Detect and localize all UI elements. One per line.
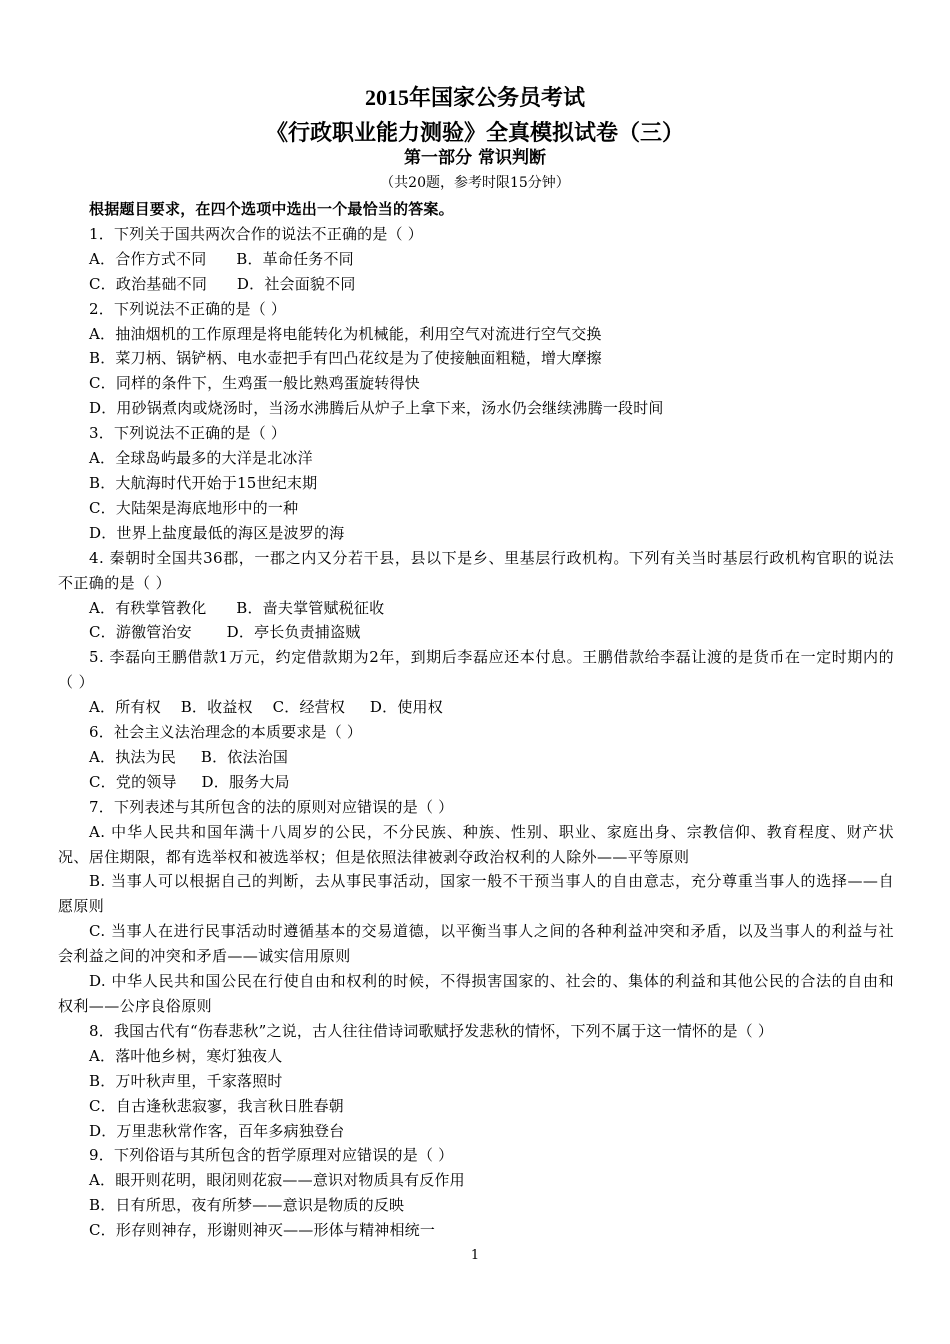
- option-row: C．党的领导 D．服务大局: [89, 772, 290, 791]
- question-stem: 1．下列关于国共两次合作的说法不正确的是（ ）: [89, 224, 423, 243]
- option-row: B．菜刀柄、锅铲柄、电水壶把手有凹凸花纹是为了使接触面粗糙，增大摩擦: [89, 349, 602, 368]
- question-4: [58, 546, 894, 646]
- exam-subtitle: 《行政职业能力测验》全真模拟试卷（三）: [265, 120, 684, 145]
- option-row: B．万叶秋声里，千家落照时: [89, 1071, 283, 1090]
- question-stem: 5. 李磊向王鹏借款1万元，约定借款期为2年，到期后李磊应还本付息。王鹏借款给李磊让渡的是货币在一定时期内的（ ）: [58, 648, 894, 692]
- option-row: A．执法为民 B．依法治国: [89, 747, 289, 766]
- option-row: C．同样的条件下，生鸡蛋一般比熟鸡蛋旋转得快: [89, 374, 420, 393]
- option-row: B．大航海时代开始于15世纪末期: [89, 473, 318, 492]
- option-long: A. 中华人民共和国年满十八周岁的公民，不分民族、种族、性别、职业、家庭出身、宗教信仰、教育程度、财产状况、居住期限，都有选举权和被选举权；但是依照法律被剥夺政治权利的人除外——平等原则: [58, 822, 894, 866]
- question-7: [58, 795, 894, 1019]
- page-number: 1: [470, 1248, 480, 1263]
- question-stem: 2．下列说法不正确的是（ ）: [89, 299, 287, 318]
- option-row: A．抽油烟机的工作原理是将电能转化为机械能，利用空气对流进行空气交换: [89, 324, 602, 343]
- question-6: [58, 720, 894, 795]
- section-note: （共20题，参考时限15分钟）: [380, 175, 570, 191]
- question-9: [58, 1143, 894, 1243]
- question-stem: 8．我国古代有“伤春悲秋”之说，古人往往借诗词歌赋抒发悲秋的情怀，下列不属于这一情怀的是（ ）: [89, 1021, 774, 1040]
- question-stem: 3．下列说法不正确的是（ ）: [89, 424, 287, 443]
- option-row: C．政治基础不同 D．社会面貌不同: [89, 274, 356, 293]
- question-3: [58, 421, 894, 546]
- option-row: A．合作方式不同 B．革命任务不同: [89, 249, 354, 268]
- question-stem: 7．下列表述与其所包含的法的原则对应错误的是（ ）: [89, 797, 454, 816]
- question-1: [58, 222, 894, 297]
- option-long: C. 当事人在进行民事活动时遵循基本的交易道德，以平衡当事人之间的各种利益冲突和矛盾，以及当事人的利益与社会利益之间的冲突和矛盾——诚实信用原则: [58, 922, 894, 966]
- question-2: [58, 297, 894, 422]
- question-5: [58, 645, 894, 720]
- question-stem: 6．社会主义法治理念的本质要求是（ ）: [89, 723, 363, 742]
- question-stem: 4. 秦朝时全国共36郡，一郡之内又分若干县，县以下是乡、里基层行政机构。下列有关当时基层行政机构官职的说法不正确的是（ ）: [58, 548, 894, 592]
- option-row: A．落叶他乡树，寒灯独夜人: [89, 1046, 283, 1065]
- question-8: [58, 1019, 894, 1144]
- option-row: A．眼开则花明，眼闭则花寂——意识对物质具有反作用: [89, 1171, 465, 1190]
- option-row: D．世界上盐度最低的海区是波罗的海: [89, 523, 345, 542]
- option-long: B. 当事人可以根据自己的判断，去从事民事活动，国家一般不干预当事人的自由意志，充分尊重当事人的选择——自愿原则: [58, 872, 894, 916]
- option-long: D. 中华人民共和国公民在行使自由和权利的时候，不得损害国家的、社会的、集体的利益和其他公民的合法的自由和权利——公序良俗原则: [58, 972, 894, 1015]
- option-row: B．日有所思，夜有所梦——意识是物质的反映: [89, 1196, 405, 1215]
- option-row: A．所有权 B．收益权 C．经营权 D．使用权: [89, 698, 443, 717]
- option-row: D．万里悲秋常作客，百年多病独登台: [89, 1121, 345, 1140]
- option-row: C．形存则神存，形谢则神灭——形体与精神相统一: [89, 1221, 436, 1240]
- option-row: C．大陆架是海底地形中的一种: [89, 498, 299, 517]
- section-title: 第一部分 常识判断: [404, 148, 546, 168]
- exam-title: 2015年国家公务员考试: [364, 85, 585, 110]
- question-stem: 9．下列俗语与其所包含的哲学原理对应错误的是（ ）: [89, 1146, 454, 1165]
- option-row: A．全球岛屿最多的大洋是北冰洋: [89, 449, 313, 468]
- instruction: 根据题目要求，在四个选项中选出一个最恰当的答案。: [89, 200, 454, 218]
- option-row: D．用砂锅煮肉或烧汤时，当汤水沸腾后从炉子上拿下来，汤水仍会继续沸腾一段时间: [89, 399, 664, 418]
- option-row: C．游徼管治安 D．亭长负责捕盗贼: [89, 623, 361, 642]
- option-row: A．有秩掌管教化 B．啬夫掌管赋税征收: [89, 598, 385, 617]
- option-row: C．自古逢秋悲寂寥，我言秋日胜春朝: [89, 1096, 344, 1115]
- question-list: [58, 197, 894, 1243]
